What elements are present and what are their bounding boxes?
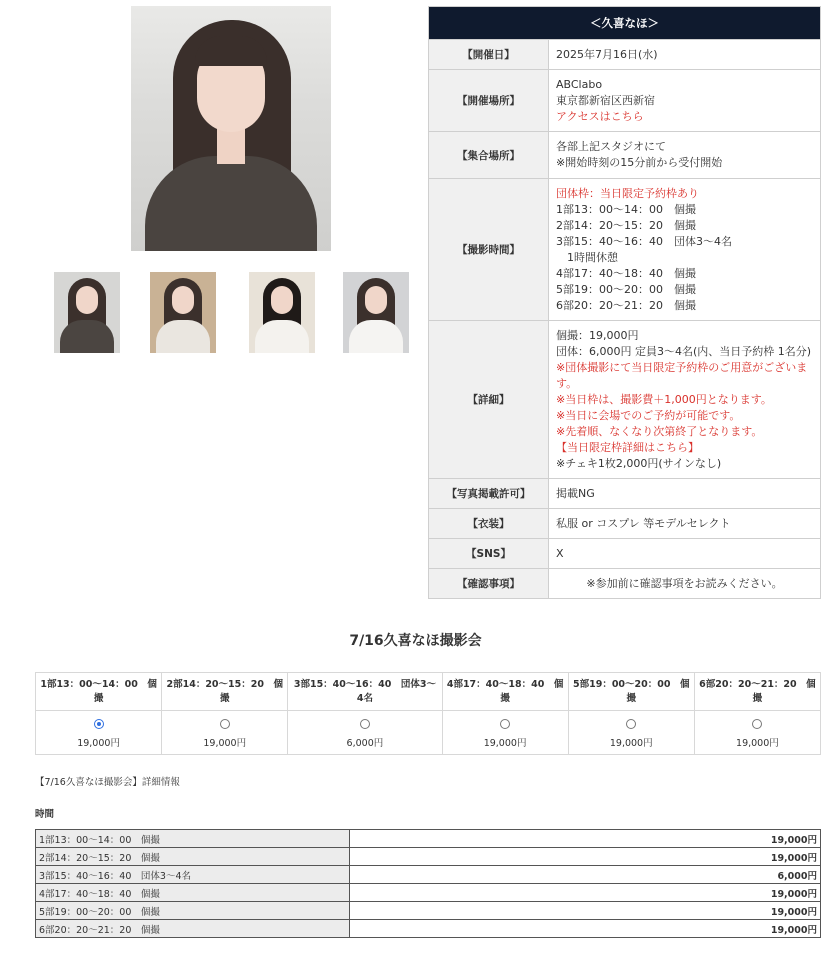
slot-header: 1部13：00〜14：00 個撮 (36, 673, 162, 711)
table-row (36, 884, 821, 902)
price-time: 1部13：00〜14：00 個撮 (36, 830, 350, 848)
meeting-note: ※開始時刻の15分前から受付開始 (556, 156, 723, 169)
slot-option[interactable] (36, 711, 162, 755)
thumbnail-4[interactable] (343, 272, 409, 353)
meeting-label: 【集合場所】 (429, 132, 549, 179)
schedule-line: 4部17：40〜18：40 個撮 (556, 266, 696, 280)
thumb-face (76, 286, 98, 314)
date-label: 【開催日】 (429, 40, 549, 70)
slot-header: 6部20：20〜21：20 個撮 (694, 673, 820, 711)
slot-selection-table (35, 672, 821, 755)
venue-label: 【開催場所】 (429, 70, 549, 132)
info-title: ＜久喜なほ＞ (429, 7, 821, 40)
detail-cheki: ※チェキ1枚2,000円(サインなし) (556, 456, 722, 470)
detail-note: ※団体撮影にて当日限定予約枠のご用意がございます。 (556, 360, 808, 390)
thumb-body (156, 320, 210, 353)
schedule-label: 【撮影時間】 (429, 179, 549, 321)
table-row (36, 920, 821, 938)
schedule-line: 3部15：40〜16：40 団体3〜4名 (556, 234, 732, 248)
detail-note: ※当日に会場でのご予約が可能です。 (556, 408, 741, 422)
photo-permission-label: 【写真掲載許可】 (429, 479, 549, 509)
thumb-body (60, 320, 114, 353)
slot-header: 5部19：00〜20：00 個撮 (568, 673, 694, 711)
slot-header: 3部15：40〜16：40 団体3〜4名 (288, 673, 442, 711)
photo-body (145, 156, 317, 251)
meeting-value (549, 132, 821, 179)
access-link[interactable]: アクセスはこちら (556, 109, 644, 123)
slot-option[interactable] (694, 711, 820, 755)
time-label: 時間 (35, 809, 55, 820)
schedule-line: 6部20：20〜21：20 個撮 (556, 298, 696, 312)
confirm-label: 【確認事項】 (429, 569, 549, 599)
price-time: 4部17：40〜18：40 個撮 (36, 884, 350, 902)
slot-option[interactable] (288, 711, 442, 755)
thumbnail-1[interactable] (54, 272, 120, 353)
slot-header: 2部14：20〜15：20 個撮 (162, 673, 288, 711)
event-title: 7/16久喜なほ撮影会 (349, 633, 482, 649)
slot-price: 19,000円 (203, 737, 247, 749)
thumbnail-2[interactable] (150, 272, 216, 353)
table-row (36, 848, 821, 866)
costume-value: 私服 or コスプレ 等モデルセレクト (549, 509, 821, 539)
slot-price: 19,000円 (77, 737, 120, 749)
radio-button[interactable] (626, 719, 636, 729)
price-table (35, 829, 821, 938)
date-value: 2025年7月16日(水) (549, 40, 821, 70)
schedule-line: 1部13：00〜14：00 個撮 (556, 202, 696, 216)
detail-individual-price: 個撮：19,000円 (556, 328, 639, 342)
schedule-line: 2部14：20〜15：20 個撮 (556, 218, 696, 232)
slot-option[interactable] (162, 711, 288, 755)
schedule-note: 団体枠：当日限定予約枠あり (556, 186, 699, 200)
price-value: 19,000円 (350, 884, 821, 902)
price-value: 19,000円 (350, 920, 821, 938)
thumbnail-3[interactable] (249, 272, 315, 353)
price-time: 3部15：40〜16：40 団体3〜4名 (36, 866, 350, 884)
slot-option[interactable] (442, 711, 568, 755)
photo-permission-value: 掲載NG (549, 479, 821, 509)
thumb-body (255, 320, 309, 353)
thumb-face (172, 286, 194, 314)
price-time: 2部14：20〜15：20 個撮 (36, 848, 350, 866)
event-info-table (428, 6, 821, 599)
details-label: 【詳細】 (429, 321, 549, 479)
thumb-face (365, 286, 387, 314)
schedule-value (549, 179, 821, 321)
slot-option[interactable] (568, 711, 694, 755)
sns-label: 【SNS】 (429, 539, 549, 569)
detail-note: ※当日枠は、撮影費＋1,000円となります。 (556, 392, 772, 406)
confirm-link[interactable]: ※参加前に確認事項をお読みください。 (549, 569, 821, 599)
details-value (549, 321, 821, 479)
thumb-face (271, 286, 293, 314)
price-value: 19,000円 (350, 902, 821, 920)
venue-name: ABClabo (556, 77, 603, 91)
costume-label: 【衣装】 (429, 509, 549, 539)
price-time: 6部20：20〜21：20 個撮 (36, 920, 350, 938)
price-time: 5部19：00〜20：00 個撮 (36, 902, 350, 920)
detail-note: ※先着順、なくなり次第終了となります。 (556, 424, 763, 438)
venue-address: 東京都新宿区西新宿 (556, 93, 655, 107)
venue-value (549, 70, 821, 132)
detail-group-price: 団体：6,000円 定員3〜4名(内、当日予約枠 1名分) (556, 344, 812, 358)
table-row (36, 902, 821, 920)
price-value: 19,000円 (350, 830, 821, 848)
radio-button[interactable] (360, 719, 370, 729)
sns-link-x[interactable]: X (549, 539, 821, 569)
photo-bangs (195, 36, 267, 66)
radio-button[interactable] (500, 719, 510, 729)
slot-price: 19,000円 (609, 737, 653, 749)
radio-button[interactable] (752, 719, 762, 729)
same-day-details-link[interactable]: 【当日限定枠詳細はこちら】 (556, 440, 699, 454)
table-row (36, 866, 821, 884)
table-row (36, 830, 821, 848)
slot-price: 6,000円 (346, 737, 384, 749)
radio-button[interactable] (220, 719, 230, 729)
radio-button-selected[interactable] (94, 719, 104, 729)
meeting-place: 各部上記スタジオにて (556, 140, 666, 153)
slot-header: 4部17：40〜18：40 個撮 (442, 673, 568, 711)
main-photo[interactable] (131, 6, 331, 251)
schedule-line: 5部19：00〜20：00 個撮 (556, 282, 696, 296)
price-value: 6,000円 (350, 866, 821, 884)
slot-price: 19,000円 (483, 737, 527, 749)
thumb-body (349, 320, 403, 353)
slot-price: 19,000円 (736, 737, 779, 749)
schedule-line: 1時間休憩 (556, 250, 618, 264)
price-value: 19,000円 (350, 848, 821, 866)
detail-info-title: 【7/16久喜なほ撮影会】詳細情報 (35, 777, 180, 788)
